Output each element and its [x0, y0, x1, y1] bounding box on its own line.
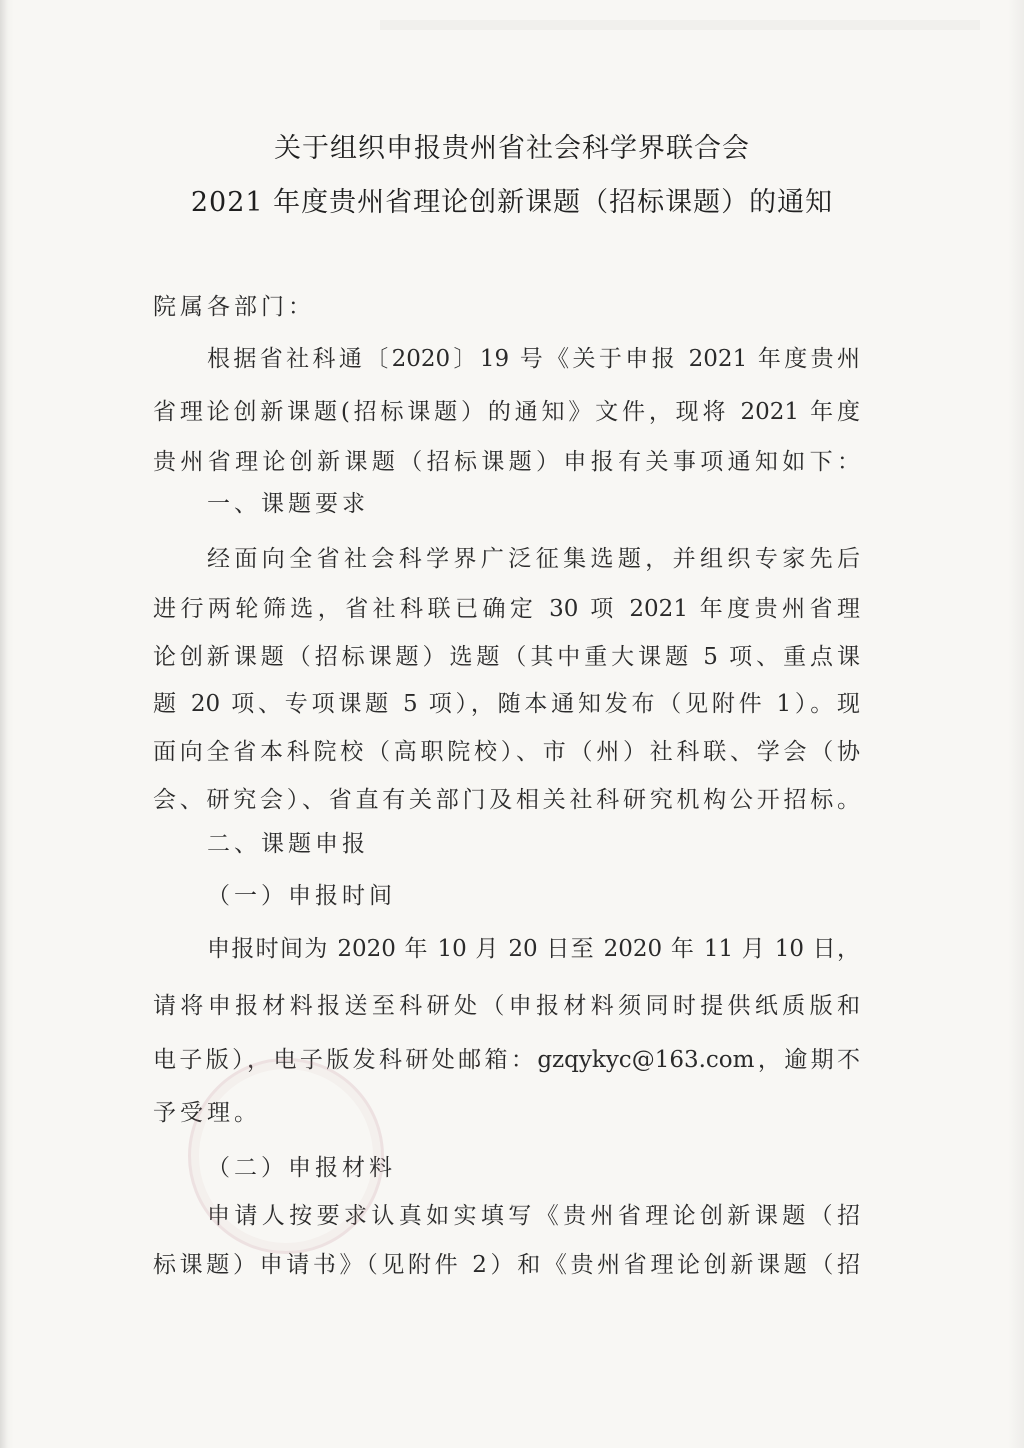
paragraph2-line: 经面向全省社会科学界广泛征集选题，并组织专家先后	[207, 546, 860, 572]
document-title-line-1: 关于组织申报贵州省社会科学界联合会	[274, 133, 750, 164]
paragraph2-line: 题 20 项、专项课题 5 项），随本通知发布（见附件 1）。现	[153, 691, 860, 717]
faded-official-seal	[188, 1058, 384, 1254]
salutation: 院属各部门：	[153, 294, 315, 320]
document-title-line-2: 2021 年度贵州省理论创新课题（招标课题）的通知	[190, 187, 834, 218]
paragraph1-line: 贵州省理论创新课题（招标课题）申报有关事项通知如下：	[153, 449, 860, 475]
scan-bleed-through	[380, 20, 980, 30]
paragraph3-line: 电子版），电子版发科研处邮箱：gzqykyc@163.com，逾期不	[153, 1047, 860, 1073]
paragraph4-line: 标课题）申请书》（见附件 2）和《贵州省理论创新课题（招	[153, 1252, 860, 1278]
paragraph2-line: 进行两轮筛选，省社科联已确定 30 项 2021 年度贵州省理	[153, 596, 860, 622]
paragraph3-line: 申报时间为 2020 年 10 月 20 日至 2020 年 11 月 10 日，	[207, 936, 860, 962]
paragraph1-line: 省理论创新课题(招标课题）的通知》文件，现将 2021 年度	[153, 399, 860, 425]
section2-heading: 二、课题申报	[207, 831, 369, 857]
paragraph2-line: 论创新课题（招标课题）选题（其中重大课题 5 项、重点课	[153, 644, 860, 670]
paragraph3-line: 请将申报材料报送至科研处（申报材料须同时提供纸质版和	[153, 993, 860, 1019]
paragraph3-line: 予受理。	[153, 1100, 261, 1126]
paragraph2-line: 面向全省本科院校（高职院校）、市（州）社科联、学会（协	[153, 739, 860, 765]
subsection1-heading: （一）申报时间	[207, 883, 396, 909]
paragraph2-line: 会、研究会）、省直有关部门及相关社科研究机构公开招标。	[153, 787, 860, 813]
paragraph4-line: 申请人按要求认真如实填写《贵州省理论创新课题（招	[207, 1203, 860, 1229]
subsection2-heading: （二）申报材料	[207, 1155, 396, 1181]
paragraph1-line: 根据省社科通〔2020〕19 号《关于申报 2021 年度贵州	[207, 346, 860, 372]
section1-heading: 一、课题要求	[207, 491, 369, 517]
